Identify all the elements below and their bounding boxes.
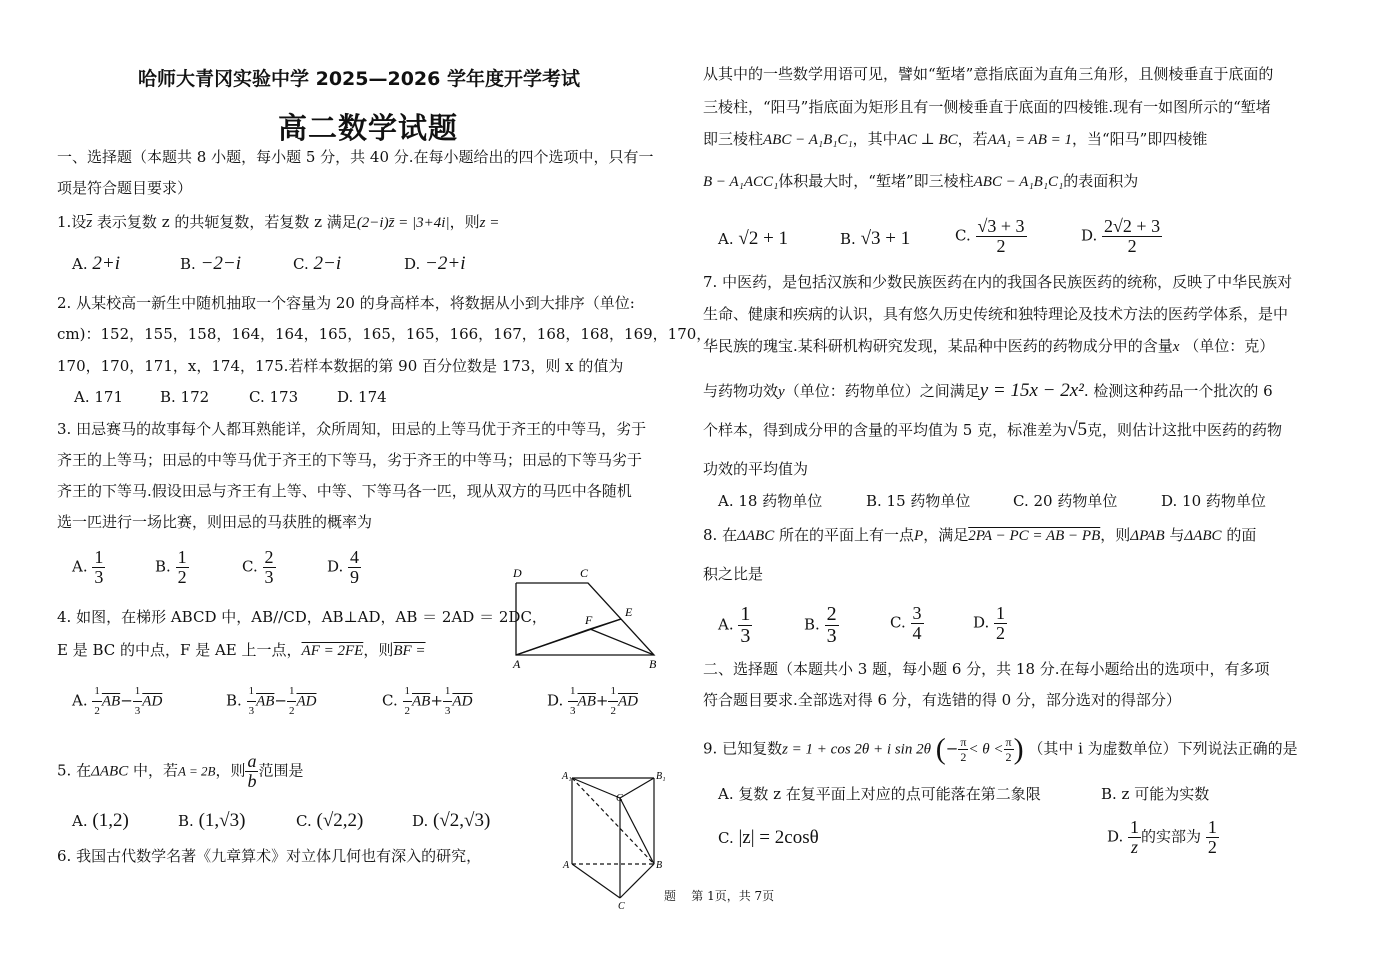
- question-2-line2: cm)：152，155，158，164，164，165，165，165，166，167，168，168，169，170，: [57, 325, 712, 343]
- label-c: C: [580, 566, 589, 580]
- question-6-option-a[interactable]: A. √2 + 1: [718, 228, 789, 249]
- question-3-line2: 齐王的上等马；田忌的中等马优于齐王的下等马，劣于齐王的中等马；田忌的下等马劣于: [57, 451, 643, 469]
- question-6-line1: 6. 我国古代数学名著《九章算术》对立体几何也有深入的研究，: [57, 847, 482, 865]
- question-6-option-c[interactable]: C. $\frac{√3 + 3}{2}$: [955, 216, 1025, 256]
- question-6-line3: 三棱柱，“阳马”指底面为矩形且有一侧棱垂直于底面的四棱锥.现有一如图所示的“堑堵: [703, 98, 1271, 116]
- section1-intro-cont: 项是符合题目要求）: [57, 179, 193, 197]
- question-9-option-d[interactable]: D. $\frac{1}{z}$ 的实部为 $\frac{1}{2}$: [1107, 817, 1217, 857]
- label-c1: C: [616, 793, 623, 804]
- question-7-option-a[interactable]: A. 18 药物单位: [718, 492, 823, 510]
- question-5-option-a[interactable]: A. (1,2): [72, 810, 129, 831]
- question-7-option-d[interactable]: D. 10 药物单位: [1161, 492, 1266, 510]
- label-c-prism: C: [618, 901, 625, 912]
- question-6-option-d[interactable]: D. $\frac{2√2 + 3}{2}$: [1081, 216, 1161, 256]
- page-title: 高二数学试题: [278, 111, 459, 145]
- label-a1: A₁: [562, 771, 572, 782]
- question-8-line2: 积之比是: [703, 565, 764, 583]
- question-5-option-b[interactable]: B. (1,√3): [178, 810, 246, 831]
- question-2-line3: 170，170，171，x，174，175.若样本数据的第 90 百分位数是 173，则 x 的值为: [57, 357, 624, 375]
- question-8-option-a[interactable]: A. $\frac{1}{3}$: [718, 603, 751, 647]
- label-b: B: [649, 657, 657, 671]
- question-2-option-d[interactable]: D. 174: [337, 388, 387, 406]
- question-7-option-c[interactable]: C. 20 药物单位: [1013, 492, 1118, 510]
- question-7-line6: 功效的平均值为: [703, 460, 809, 478]
- question-7-option-b[interactable]: B. 15 药物单位: [866, 492, 971, 510]
- question-7-line1: 7. 中医药，是包括汉族和少数民族医药在内的我国各民族医药的统称，反映了中华民族对: [703, 273, 1293, 291]
- question-8-option-c[interactable]: C. $\frac{3}{4}$: [890, 603, 922, 643]
- question-3-option-b[interactable]: B. $\frac{1}{2}$: [155, 547, 187, 587]
- label-f: F: [585, 613, 593, 627]
- question-9-option-b[interactable]: B. z 可能为实数: [1101, 785, 1210, 803]
- prism-figure: [558, 768, 673, 913]
- label-b-prism: B: [656, 860, 663, 871]
- question-3-line4: 选一匹进行一场比赛，则田忌的马获胜的概率为: [57, 513, 373, 531]
- question-2-line1: 2. 从某校高一新生中随机抽取一个容量为 20 的身高样本，将数据从小到大排序（单位:: [57, 294, 635, 312]
- question-4-line1: 4. 如图，在梯形 ABCD 中，AB//CD，AB⊥AD，AB ＝ 2AD ＝ 2DC，: [57, 608, 547, 626]
- question-2-option-a[interactable]: A. 171: [74, 388, 123, 406]
- section1-intro: 一、选择题（本题共 8 小题，每小题 5 分，共 40 分.在每小题给出的四个选项中，只有一: [57, 148, 654, 166]
- question-1-option-c[interactable]: C. 2−i: [293, 253, 342, 274]
- label-e: E: [625, 605, 633, 619]
- segment-bf: [590, 629, 654, 655]
- question-5-option-d[interactable]: D. (√2,√3): [412, 810, 491, 831]
- question-3-option-c[interactable]: C. $\frac{2}{3}$: [242, 547, 274, 587]
- question-4-line2: E 是 BC 的中点，F 是 AE 上一点，AF = 2FE，则BF =: [57, 641, 426, 659]
- question-4-option-a[interactable]: A. $\frac{1}{2}$ $\overline{AB}-$ $\frac{1}{3}$ $\overline{AD}$: [72, 682, 162, 721]
- question-7-line2: 生命、健康和疾病的认识，具有悠久历史传统和独特理论及技术方法的医药学体系，是中: [703, 305, 1289, 323]
- school-title: 哈师大青冈实验中学 2025—2026 学年度开学考试: [138, 68, 580, 90]
- question-6-line5: B − A₁ACC₁体积最大时，“堑堵”即三棱柱ABC − A₁B₁C₁的表面积为: [703, 172, 1139, 190]
- question-1-stem: 1.设$\overline{z}$ 表示复数 z 的共轭复数，若复数 z 满足(2−i)z̄ = |3+4i|，则z =: [57, 213, 500, 231]
- question-6-line2: 从其中的一些数学用语可见，譬如“堑堵”意指底面为直角三角形，且侧棱垂直于底面的: [703, 65, 1274, 83]
- label-d: D: [513, 566, 522, 580]
- page-footer: 题 第 1页，共 7页: [664, 889, 775, 903]
- question-5-option-c[interactable]: C. (√2,2): [296, 810, 364, 831]
- question-8-option-d[interactable]: D. $\frac{1}{2}$: [973, 603, 1006, 643]
- question-2-option-c[interactable]: C. 173: [249, 388, 299, 406]
- section2-intro-cont: 符合题目要求.全部选对得 6 分，有选错的得 0 分，部分选对的得部分）: [703, 691, 1181, 709]
- label-b1: B₁: [656, 771, 666, 782]
- question-9-option-a[interactable]: A. 复数 z 在复平面上对应的点可能落在第二象限: [718, 785, 1041, 803]
- question-4-option-d[interactable]: D. $\frac{1}{3}$ $\overline{AB}+$ $\frac{1}{2}$ $\overline{AD}$: [547, 682, 638, 721]
- question-5-stem: 5. 在ΔABC 中，若A = 2B，则 $\frac{a}{b}$ 范围是: [57, 751, 304, 791]
- label-a-prism: A: [563, 860, 570, 871]
- question-3-option-a[interactable]: A. $\frac{1}{3}$: [72, 547, 104, 587]
- question-7-line5: 个样本，得到成分甲的含量的平均值为 5 克，标准差为√5克，则估计这批中医药的药物: [703, 419, 1283, 440]
- question-3-line3: 齐王的下等马.假设田忌与齐王有上等、中等、下等马各一匹，现从双方的马匹中各随机: [57, 482, 632, 500]
- question-1-option-b[interactable]: B. −2−i: [180, 253, 241, 274]
- question-8-option-b[interactable]: B. $\frac{2}{3}$: [804, 603, 837, 647]
- question-6-line4: 即三棱柱ABC − A₁B₁C₁，其中AC ⊥ BC，若AA₁ = AB = 1，当“阳马”即四棱锥: [703, 130, 1208, 148]
- question-4-option-b[interactable]: B. $\frac{1}{3}$ $\overline{AB}-$ $\frac{1}{2}$ $\overline{AD}$: [226, 682, 316, 721]
- question-3-option-d[interactable]: D. $\frac{4}{9}$: [327, 547, 360, 587]
- question-1-option-d[interactable]: D. −2+i: [404, 253, 466, 274]
- question-1-option-a[interactable]: A. 2+i: [72, 253, 120, 274]
- question-8-stem: 8. 在ΔABC 所在的平面上有一点P，满足2PA − PC = AB − PB，则ΔPAB 与ΔABC 的面: [703, 526, 1257, 544]
- question-9-option-c[interactable]: C. |z| = 2cosθ: [718, 827, 819, 848]
- label-a: A: [513, 657, 521, 671]
- question-4-option-c[interactable]: C. $\frac{1}{2}$ $\overline{AB}+$ $\frac{1}{3}$ $\overline{AD}$: [382, 682, 472, 721]
- question-2-option-b[interactable]: B. 172: [160, 388, 210, 406]
- question-7-line4: 与药物功效y（单位：药物单位）之间满足y = 15x − 2x². 检测这种药品一个批次的 6: [703, 380, 1273, 401]
- question-3-line1: 3. 田忌赛马的故事每个人都耳熟能详，众所周知，田忌的上等马优于齐王的中等马，劣于: [57, 420, 647, 438]
- question-6-option-b[interactable]: B. √3 + 1: [840, 228, 911, 249]
- question-9-stem: 9. 已知复数z = 1 + cos 2θ + i sin 2θ (− $\frac{\pi}{2}$ < θ < $\frac{\pi}{2}$ ) （其中 i 为虚数单位）下列说法正确的是: [703, 732, 1298, 766]
- question-7-line3: 华民族的瑰宝.某科研机构研究发现，某品种中医药的药物成分甲的含量x （单位：克）: [703, 337, 1275, 355]
- section2-intro: 二、选择题（本题共小 3 题，每小题 6 分，共 18 分.在每小题给出的选项中，有多项: [703, 660, 1270, 678]
